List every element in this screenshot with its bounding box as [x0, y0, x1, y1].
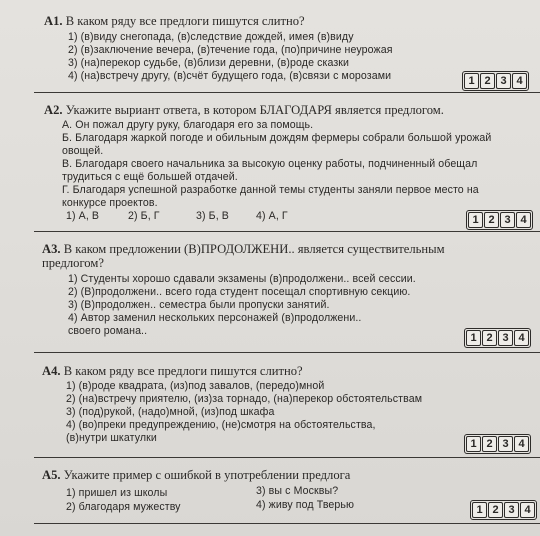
- a2-option-b-cont: овощей.: [62, 145, 104, 157]
- answer-box-1[interactable]: 1: [466, 330, 481, 346]
- answer-box-1[interactable]: 1: [472, 502, 487, 518]
- a3-option-4: 4) Автор заменил нескольких персонажей (в)продолжени..: [68, 312, 362, 324]
- answer-box-4[interactable]: 4: [512, 73, 527, 89]
- answer-box-4[interactable]: 4: [520, 502, 535, 518]
- question-number: A5.: [42, 468, 61, 482]
- a4-option-1: 1) (в)роде квадрата, (из)под завалов, (передо)мной: [66, 380, 325, 392]
- answer-box-3[interactable]: 3: [496, 73, 511, 89]
- question-a3-heading: [42, 242, 445, 256]
- question-text: В каком предложении (В)ПРОДОЛЖЕНИ.. является существительным: [63, 242, 445, 256]
- section-divider: [34, 231, 540, 232]
- answer-box-2[interactable]: 2: [482, 330, 497, 346]
- a3-option-1: 1) Студенты хорошо сдавали экзамены (в)продолжени.. всей сессии.: [68, 273, 416, 285]
- a2-option-b: Б. Благодаря жаркой погоде и обильным дождям фермеры собрали большой урожай: [62, 132, 492, 144]
- a3-option-3: 3) (В)продолжен.. семестра были пропуски занятий.: [68, 299, 330, 311]
- question-text: В каком ряду все предлоги пишутся слитно?: [65, 14, 305, 28]
- a2-option-v: В. Благодаря своего начальника за высокую оценку работы, подчиненный обещал: [62, 158, 478, 170]
- a4-option-2: 2) (на)встречу приятелю, (из)за торнадо, (на)перекор обстоятельствам: [66, 393, 423, 405]
- question-number: A3.: [42, 242, 61, 256]
- a4-option-4: 4) (во)преки предупреждению, (не)смотря на обстоятельства,: [66, 419, 376, 431]
- a4-option-3: 3) (под)рукой, (надо)мной, (из)под шкафа: [66, 406, 275, 418]
- answer-box-4[interactable]: 4: [514, 330, 529, 346]
- a5-answer-boxes: [470, 500, 537, 520]
- a3-option-2: 2) (В)продолжени.. всего года студент посещал спортивную секцию.: [68, 286, 411, 298]
- question-number: A4.: [42, 364, 61, 378]
- question-text: Укажите выриант ответа, в котором БЛАГОДАРЯ является предлогом.: [65, 103, 444, 117]
- a3-answer-boxes: [464, 328, 531, 348]
- answer-box-3[interactable]: 3: [504, 502, 519, 518]
- a4-answer-boxes: [464, 434, 531, 454]
- question-a4-heading: [42, 364, 303, 378]
- a5-option-1: 1) пришел из школы: [66, 487, 168, 499]
- answer-box-2[interactable]: 2: [488, 502, 503, 518]
- a1-option-3: 3) (на)перекор судьбе, (в)близи деревни, (в)роде сказки: [68, 57, 350, 69]
- answer-box-4[interactable]: 4: [514, 436, 529, 452]
- question-a2-heading: [44, 103, 444, 117]
- a2-answer-3: 3) Б, В: [196, 210, 229, 222]
- answer-box-2[interactable]: 2: [484, 212, 499, 228]
- answer-box-1[interactable]: 1: [466, 436, 481, 452]
- a5-option-4: 4) живу под Тверью: [256, 499, 355, 511]
- a5-option-2: 2) благодаря мужеству: [66, 501, 181, 513]
- question-a3-heading-cont: предлогом?: [42, 256, 104, 270]
- a2-option-a: А. Он пожал другу руку, благодаря его за помощь.: [62, 119, 314, 131]
- a1-answer-boxes: [462, 71, 529, 91]
- a1-option-1: 1) (в)виду снегопада, (в)следствие дождей, имея (в)виду: [68, 31, 354, 43]
- a2-answer-1: 1) А, В: [66, 210, 100, 222]
- section-divider: [34, 523, 540, 524]
- answer-box-2[interactable]: 2: [482, 436, 497, 452]
- question-number: A1.: [44, 14, 63, 28]
- answer-box-3[interactable]: 3: [498, 330, 513, 346]
- a1-option-4: 4) (на)встречу другу, (в)счёт будущего года, (в)связи с морозами: [68, 70, 392, 82]
- a2-option-g: Г. Благодаря успешной разработке данной темы студенты заняли первое место на: [62, 184, 479, 196]
- a1-option-2: 2) (в)заключение вечера, (в)течение года, (по)причине неурожая: [68, 44, 393, 56]
- a3-option-4-cont: своего романа..: [68, 325, 148, 337]
- answer-box-3[interactable]: 3: [498, 436, 513, 452]
- answer-box-3[interactable]: 3: [500, 212, 515, 228]
- question-text: В каком ряду все предлоги пишутся слитно?: [63, 364, 303, 378]
- question-a1-heading: [44, 14, 305, 28]
- a2-option-g-cont: конкурсе проектов.: [62, 197, 158, 209]
- a5-option-3: 3) вы с Москвы?: [256, 485, 339, 497]
- answer-box-2[interactable]: 2: [480, 73, 495, 89]
- section-divider: [34, 352, 540, 353]
- a2-answer-4: 4) А, Г: [256, 210, 288, 222]
- a2-option-v-cont: трудиться с ещё большей отдачей.: [62, 171, 238, 183]
- answer-box-1[interactable]: 1: [468, 212, 483, 228]
- a2-answer-2: 2) Б, Г: [128, 210, 160, 222]
- question-number: A2.: [44, 103, 63, 117]
- answer-box-1[interactable]: 1: [464, 73, 479, 89]
- answer-box-4[interactable]: 4: [516, 212, 531, 228]
- section-divider: [34, 92, 540, 93]
- question-text: Укажите пример с ошибкой в употреблении предлога: [63, 468, 351, 482]
- a4-option-4-cont: (в)нутри шкатулки: [66, 432, 157, 444]
- section-divider: [34, 457, 540, 458]
- a2-answer-boxes: [466, 210, 533, 230]
- question-a5-heading: [42, 468, 350, 482]
